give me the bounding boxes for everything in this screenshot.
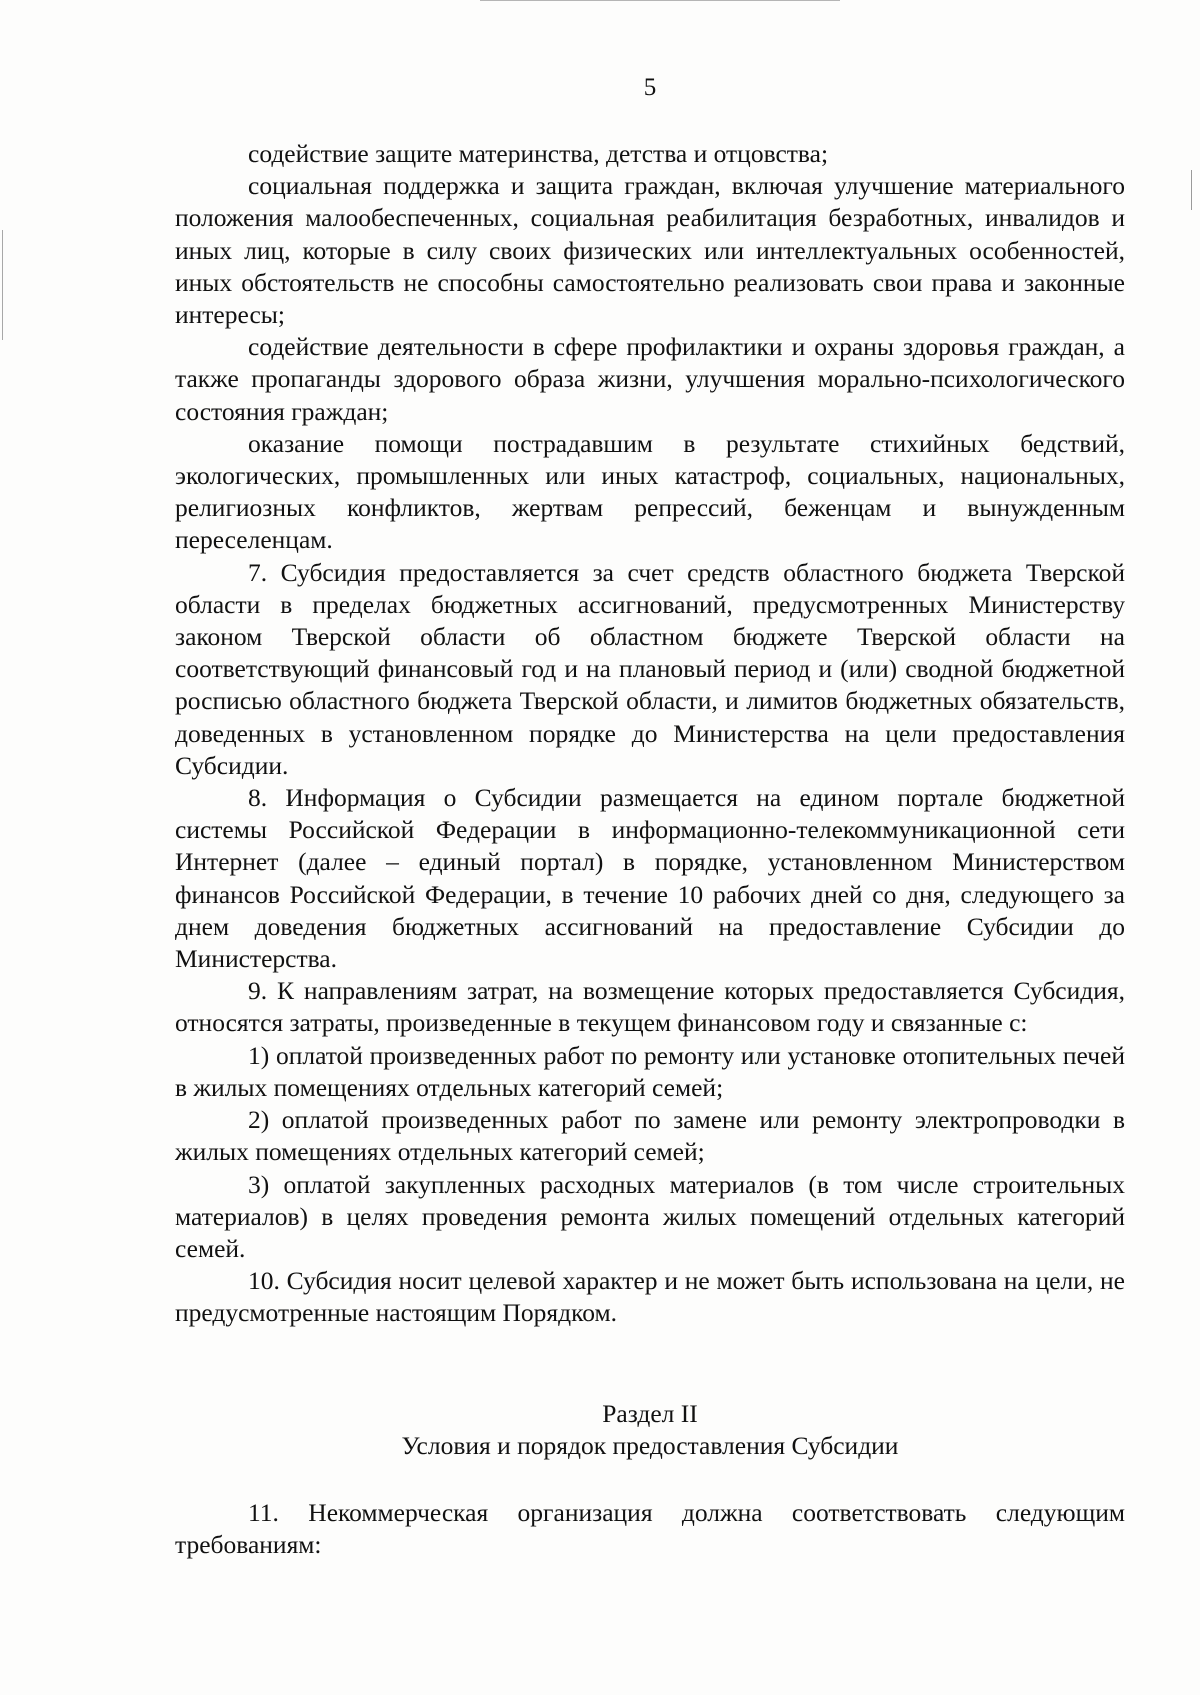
paragraph-clause-8: 8. Информация о Субсидии размещается на едином портале бюджетной системы Российской Федерации в информационно-телекоммуникационной сети Интернет (далее – единый портал) в порядке, установленном Министерством финансов Российской Федерации, в течение 10 рабочих дней со дня, следующего за днем доведения бюджетных ассигнований на предоставление Субсидии до Министерства. bbox=[175, 783, 1125, 974]
paragraph-clause-7: 7. Субсидия предоставляется за счет средств областного бюджета Тверской области в пределах бюджетных ассигнований, предусмотренных Министерству законом Тверской области об областном бюджете Тверской области на соответствующий финансовый год и на плановый период и (или) сводной бюджетной росписью областного бюджета Тверской области, и лимитов бюджетных обязательств, доведенных в установленном порядке до Министерства на цели предоставления Субсидии. bbox=[175, 557, 1125, 780]
section-title: Условия и порядок предоставления Субсидии bbox=[401, 1431, 899, 1461]
paragraph-clause-10: 10. Субсидия носит целевой характер и не может быть использована на цели, не предусмотренные настоящим Порядком. bbox=[175, 1266, 1125, 1328]
paragraph: содействие защите материнства, детства и отцовства; bbox=[248, 139, 829, 168]
body-text-continued bbox=[175, 1497, 1125, 1561]
paragraph: содействие деятельности в сфере профилактики и охраны здоровья граждан, а также пропаганды здорового образа жизни, улучшения морально-психологического состояния граждан; bbox=[175, 332, 1125, 426]
scan-edge-mark bbox=[2, 230, 3, 340]
section-heading: Раздел II bbox=[602, 1399, 698, 1428]
paragraph: социальная поддержка и защита граждан, включая улучшение материального положения малообеспеченных, социальная реабилитация безработных, инвалидов и иных лиц, которые в силу своих физических или интеллектуальных особенностей, иных обстоятельств не способны самостоятельно реализовать свои права и законные интересы; bbox=[175, 171, 1125, 330]
list-item: 3) оплатой закупленных расходных материалов (в том числе строительных материалов) в целях проведения ремонта жилых помещений отдельных категорий семей. bbox=[175, 1169, 1125, 1263]
paragraph-clause-9: 9. К направлениям затрат, на возмещение которых предоставляется Субсидия, относятся затраты, произведенные в текущем финансовом году и связанные с: bbox=[175, 976, 1125, 1038]
section-heading-block bbox=[175, 1398, 1125, 1462]
paragraph-clause-11: 11. Некоммерческая организация должна соответствовать следующим требованиям: bbox=[175, 1498, 1125, 1560]
scan-edge-mark bbox=[1191, 170, 1192, 210]
list-item: 1) оплатой произведенных работ по ремонту или установке отопительных печей в жилых помещениях отдельных категорий семей; bbox=[175, 1040, 1125, 1102]
scan-edge-line bbox=[480, 0, 840, 1]
list-item: 2) оплатой произведенных работ по замене или ремонту электропроводки в жилых помещениях отдельных категорий семей; bbox=[175, 1105, 1125, 1167]
page-number: 5 bbox=[643, 74, 657, 101]
body-text bbox=[175, 138, 1125, 1330]
paragraph: оказание помощи пострадавшим в результате стихийных бедствий, экологических, промышленных или иных катастроф, социальных, национальных, религиозных конфликтов, жертвам репрессий, беженцам и вынужденным переселенцам. bbox=[175, 428, 1125, 555]
